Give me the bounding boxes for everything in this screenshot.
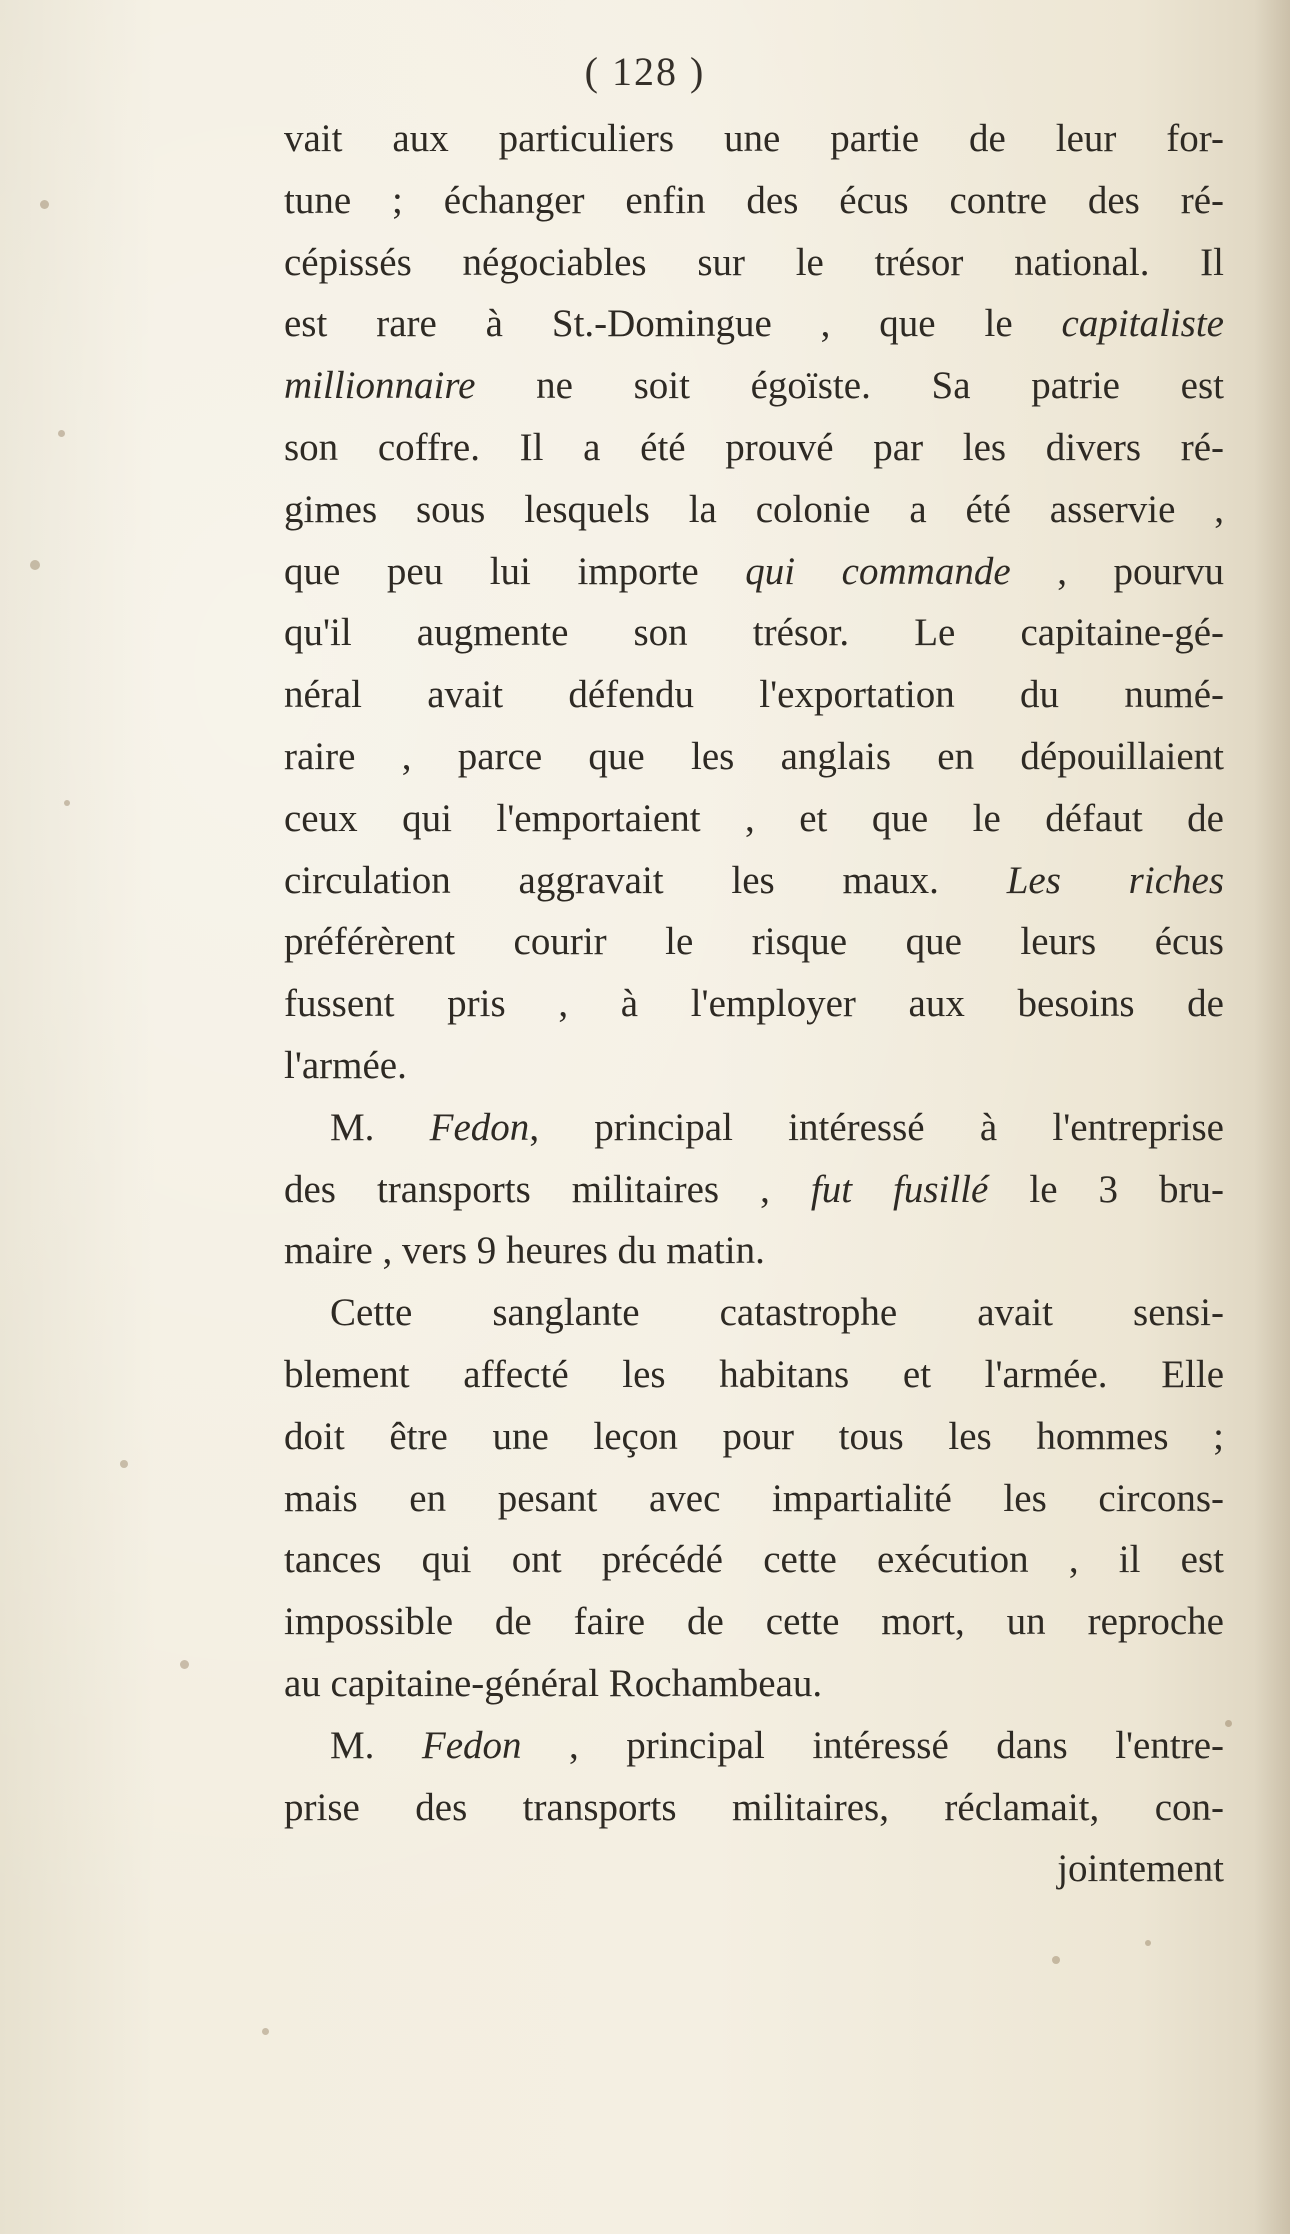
foxing-spot (30, 560, 40, 570)
italic-text-run: capitaliste (1061, 302, 1224, 346)
text-run: gimes sous lesquels la colonie a été asservie , (284, 487, 1224, 531)
text-run: M. (330, 1105, 430, 1149)
text-run: vait aux particuliers une partie de leur for- (284, 117, 1224, 160)
text-run: Cette sanglante catastrophe avait sensi- (330, 1291, 1224, 1335)
text-run: circulation aggravait les maux. (284, 858, 1007, 902)
text-run: fussent pris , à l'employer aux besoins de (284, 982, 1224, 1026)
text-run: le 3 bru- (988, 1167, 1225, 1211)
foxing-spot (64, 800, 70, 806)
text-line (284, 293, 1224, 355)
text-run: blement affecté les habitans et l'armée. Elle (284, 1352, 1224, 1396)
page-number: ( 128 ) (584, 49, 706, 94)
text-run: , principal intéressé à l'entreprise (529, 1105, 1224, 1149)
foxing-spot (1052, 1956, 1060, 1964)
text-line (284, 1591, 1224, 1653)
text-line (284, 1406, 1224, 1468)
text-run: raire , parce que les anglais en dépouillaient (284, 734, 1224, 778)
foxing-spot (1145, 1940, 1151, 1946)
page-shadow-edge (1254, 0, 1290, 2234)
text-line (284, 108, 1224, 170)
text-run: son coffre. Il a été prouvé par les divers ré- (284, 425, 1224, 469)
text-line (284, 602, 1224, 664)
paragraph-first-line (284, 1097, 1224, 1159)
text-run: est rare à St.-Domingue , que le (284, 302, 1062, 346)
text-line (284, 1777, 1224, 1839)
text-run: doit être une leçon pour tous les hommes ; (284, 1414, 1224, 1458)
italic-text-run: Les riches (1006, 858, 1224, 902)
italic-text-run: qui commande (745, 549, 1011, 593)
text-run: ne soit égoïste. Sa patrie est (475, 364, 1224, 408)
italic-text-run: Fedon (429, 1105, 530, 1149)
text-line (284, 541, 1224, 603)
text-run: ceux qui l'emportaient , et que le défaut de (284, 796, 1224, 840)
text-run: qu'il augmente son trésor. Le capitaine-gé- (284, 611, 1224, 655)
text-line (284, 417, 1224, 479)
italic-text-run: millionnaire (284, 364, 476, 408)
paragraph-first-line (284, 1282, 1224, 1344)
text-run: mais en pesant avec impartialité les circons- (284, 1476, 1224, 1520)
italic-text-run: fut fusillé (810, 1167, 989, 1211)
text-run: que peu lui importe (284, 549, 746, 593)
foxing-spot (1225, 1720, 1232, 1727)
text-line (284, 726, 1224, 788)
text-run: maire , vers 9 heures du matin. (284, 1229, 765, 1273)
text-run: M. (330, 1723, 422, 1767)
text-line (284, 1035, 1224, 1097)
text-line (284, 1344, 1224, 1406)
text-line (284, 170, 1224, 232)
italic-text-run: Fedon (421, 1723, 522, 1767)
text-line (284, 911, 1224, 973)
text-run: néral avait défendu l'exportation du numé- (284, 673, 1224, 717)
text-run: tances qui ont précédé cette exécution , il est (284, 1538, 1224, 1582)
text-run: préférèrent courir le risque que leurs écus (284, 920, 1224, 964)
text-line (284, 664, 1224, 726)
body-text (284, 108, 1224, 1900)
text-run: au capitaine-général Rochambeau. (284, 1661, 823, 1705)
text-run: , principal intéressé dans l'entre- (521, 1723, 1224, 1767)
foxing-spot (262, 2028, 269, 2035)
foxing-spot (58, 430, 65, 437)
text-line (284, 1468, 1224, 1530)
text-run: prise des transports militaires, réclamait, con- (284, 1785, 1224, 1829)
text-line (284, 973, 1224, 1035)
text-line (284, 355, 1224, 417)
text-run: , pourvu (1010, 549, 1224, 593)
text-line (284, 788, 1224, 850)
foxing-spot (40, 200, 49, 209)
text-run: l'armée. (284, 1043, 407, 1087)
paragraph-first-line (284, 1715, 1224, 1777)
text-run: tune ; échanger enfin des écus contre des ré- (284, 178, 1224, 222)
foxing-spot (120, 1460, 128, 1468)
text-line (284, 1653, 1224, 1715)
text-line (284, 232, 1224, 294)
text-line (284, 1159, 1224, 1221)
text-run: cépissés négociables sur le trésor national. Il (284, 240, 1224, 284)
text-run: des transports militaires , (284, 1167, 811, 1211)
text-run: impossible de faire de cette mort, un reproche (284, 1600, 1224, 1644)
text-line (284, 850, 1224, 912)
text-line (284, 1220, 1224, 1282)
text-line (284, 1529, 1224, 1591)
text-line (284, 479, 1224, 541)
catchword-text: jointement (1057, 1847, 1224, 1891)
foxing-spot (180, 1660, 189, 1669)
catchword (284, 1838, 1224, 1900)
